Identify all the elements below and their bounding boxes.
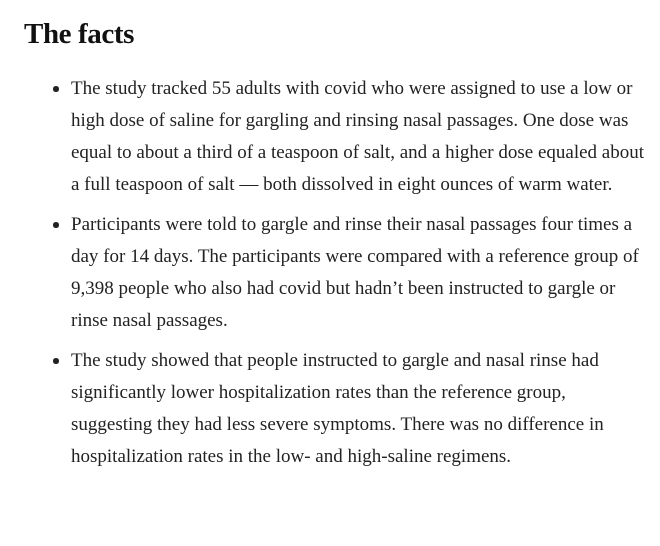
list-item-text: Participants were told to gargle and rinse their nasal passages four times a day for 14 days. The participants were compared with a reference group of 9,398 people who also had covid but hadn’t been instructed to gargle or rinse nasal passages. [71,214,639,331]
list-item-text: The study showed that people instructed to gargle and nasal rinse had significantly lower hospitalization rates than the reference group, suggesting they had less severe symptoms. There was no difference in hospitalization rates in the low- and high-saline regimens. [71,350,604,467]
list-item [24,209,644,337]
section-heading: The facts [24,18,134,50]
list-item-text: The study tracked 55 adults with covid who were assigned to use a low or high dose of saline for gargling and rinsing nasal passages. One dose was equal to about a third of a teaspoon of salt, and a higher dose equaled about a full teaspoon of salt — both dissolved in eight ounces of warm water. [71,78,644,195]
list-item [24,73,644,201]
bullet-icon [53,358,59,364]
article-section [24,14,644,481]
bullet-icon [53,86,59,92]
bullet-icon [53,222,59,228]
facts-list [24,73,644,473]
list-item [24,345,644,473]
